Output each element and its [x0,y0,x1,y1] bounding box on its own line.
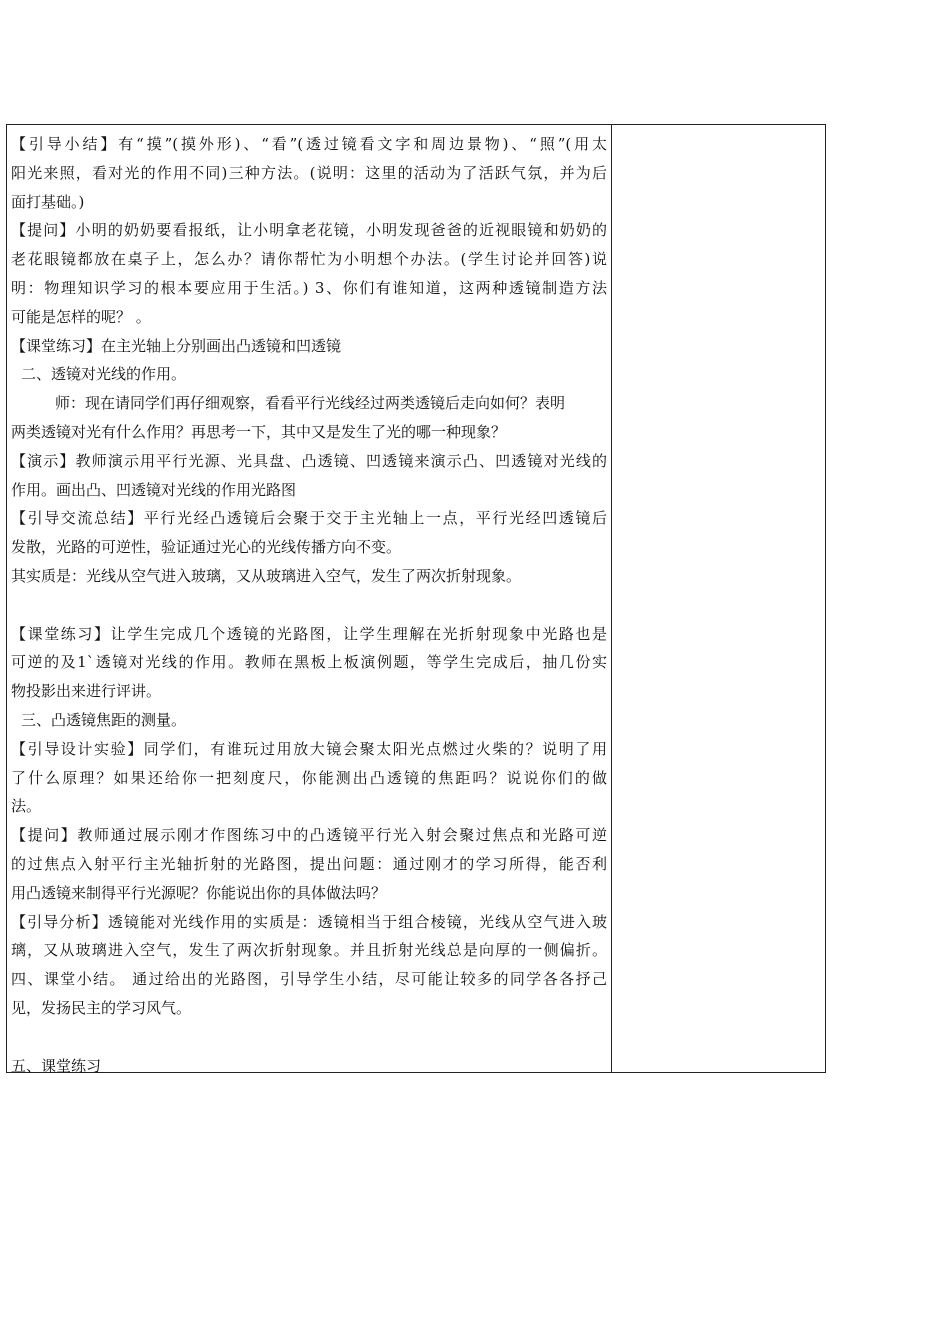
text-line: 【课堂练习】让学生完成几个透镜的光路图，让学生理解在光折射现象中光路也是 [11,624,607,643]
text-line: 两类透镜对光有什么作用？再思考一下，其中又是发生了光的哪一种现象？ [11,422,507,441]
text-line: 【演示】教师演示用平行光源、光具盘、凸透镜、凹透镜来演示凸、凹透镜对光线的 [11,451,607,470]
notes-cell [612,125,825,1072]
text-line: 法。 [11,797,42,816]
text-line: 璃，又从玻璃进入空气，发生了两次折射现象。并且折射光线总是向厚的一侧偏折。 [11,941,607,960]
section-heading: 五、课堂练习 [11,1056,102,1075]
text-line: 了什么原理？如果还给你一把刻度尺，你能测出凸透镜的焦距吗？说说你们的做 [11,768,607,787]
text-line: 【引导分析】透镜能对光线作用的实质是：透镜相当于组合棱镜，光线从空气进入玻 [11,912,607,931]
text-line: 面打基础。) [11,192,85,211]
lesson-content-cell [7,125,612,1075]
text-line: 【提问】教师通过展示刚才作图练习中的凸透镜平行光入射会聚过焦点和光路可逆 [11,826,607,845]
text-line: 师：现在请同学们再仔细观察，看看平行光线经过两类透镜后走向如何？表明 [55,394,566,413]
text-line: 发散，光路的可逆性，验证通过光心的光线传播方向不变。 [11,538,402,557]
text-line: 【引导小结】有“摸”(摸外形)、“看”(透过镜看文字和周边景物)、“照”(用太 [11,135,607,153]
text-line: 作用。画出凸、凹透镜对光线的作用光路图 [11,480,297,499]
text-line: 【引导交流总结】平行光经凸透镜后会聚于交于主光轴上一点，平行光经凹透镜后 [11,509,607,528]
text-line: 物投影出来进行评讲。 [11,682,162,701]
text-line: 可能是怎样的呢？ 。 [11,307,151,326]
text-line: 可逆的及1`透镜对光线的作用。教师在黑板上板演例题，等学生完成后，抽几份实 [11,653,607,672]
text-line: 其实质是：光线从空气进入玻璃，又从玻璃进入空气，发生了两次折射现象。 [11,566,522,585]
text-line: 用凸透镜来制得平行光源呢？你能说出你的具体做法吗？ [11,883,387,902]
blank-line [11,1023,607,1052]
section-heading: 三、凸透镜焦距的测量。 [21,710,187,729]
text-line: 四、课堂小结。 通过给出的光路图，引导学生小结，尽可能让较多的同学各各抒己 [11,970,607,989]
lesson-table [6,124,826,1073]
blank-line [11,591,607,620]
text-line: 【引导设计实验】同学们，有谁玩过用放大镜会聚太阳光点燃过火柴的？说明了用 [11,739,607,758]
text-line: 阳光来照，看对光的作用不同)三种方法。(说明：这里的活动为了活跃气氛，并为后 [11,163,607,182]
text-line: 老花眼镜都放在桌子上，怎么办？请你帮忙为小明想个办法。(学生讨论并回答)说 [11,250,607,269]
text-line: 【课堂练习】在主光轴上分别画出凸透镜和凹透镜 [11,336,342,355]
section-heading: 二、透镜对光线的作用。 [21,365,187,384]
text-line: 见，发扬民主的学习风气。 [11,998,192,1017]
text-line: 的过焦点入射平行主光轴折射的光路图，提出问题：通过刚才的学习所得，能否利 [11,854,607,873]
text-line: 【提问】小明的奶奶要看报纸，让小明拿老花镜，小明发现爸爸的近视眼镜和奶奶的 [11,221,607,240]
text-line: 明：物理知识学习的根本要应用于生活。) 3、你们有谁知道，这两种透镜制造方法 [11,278,607,297]
